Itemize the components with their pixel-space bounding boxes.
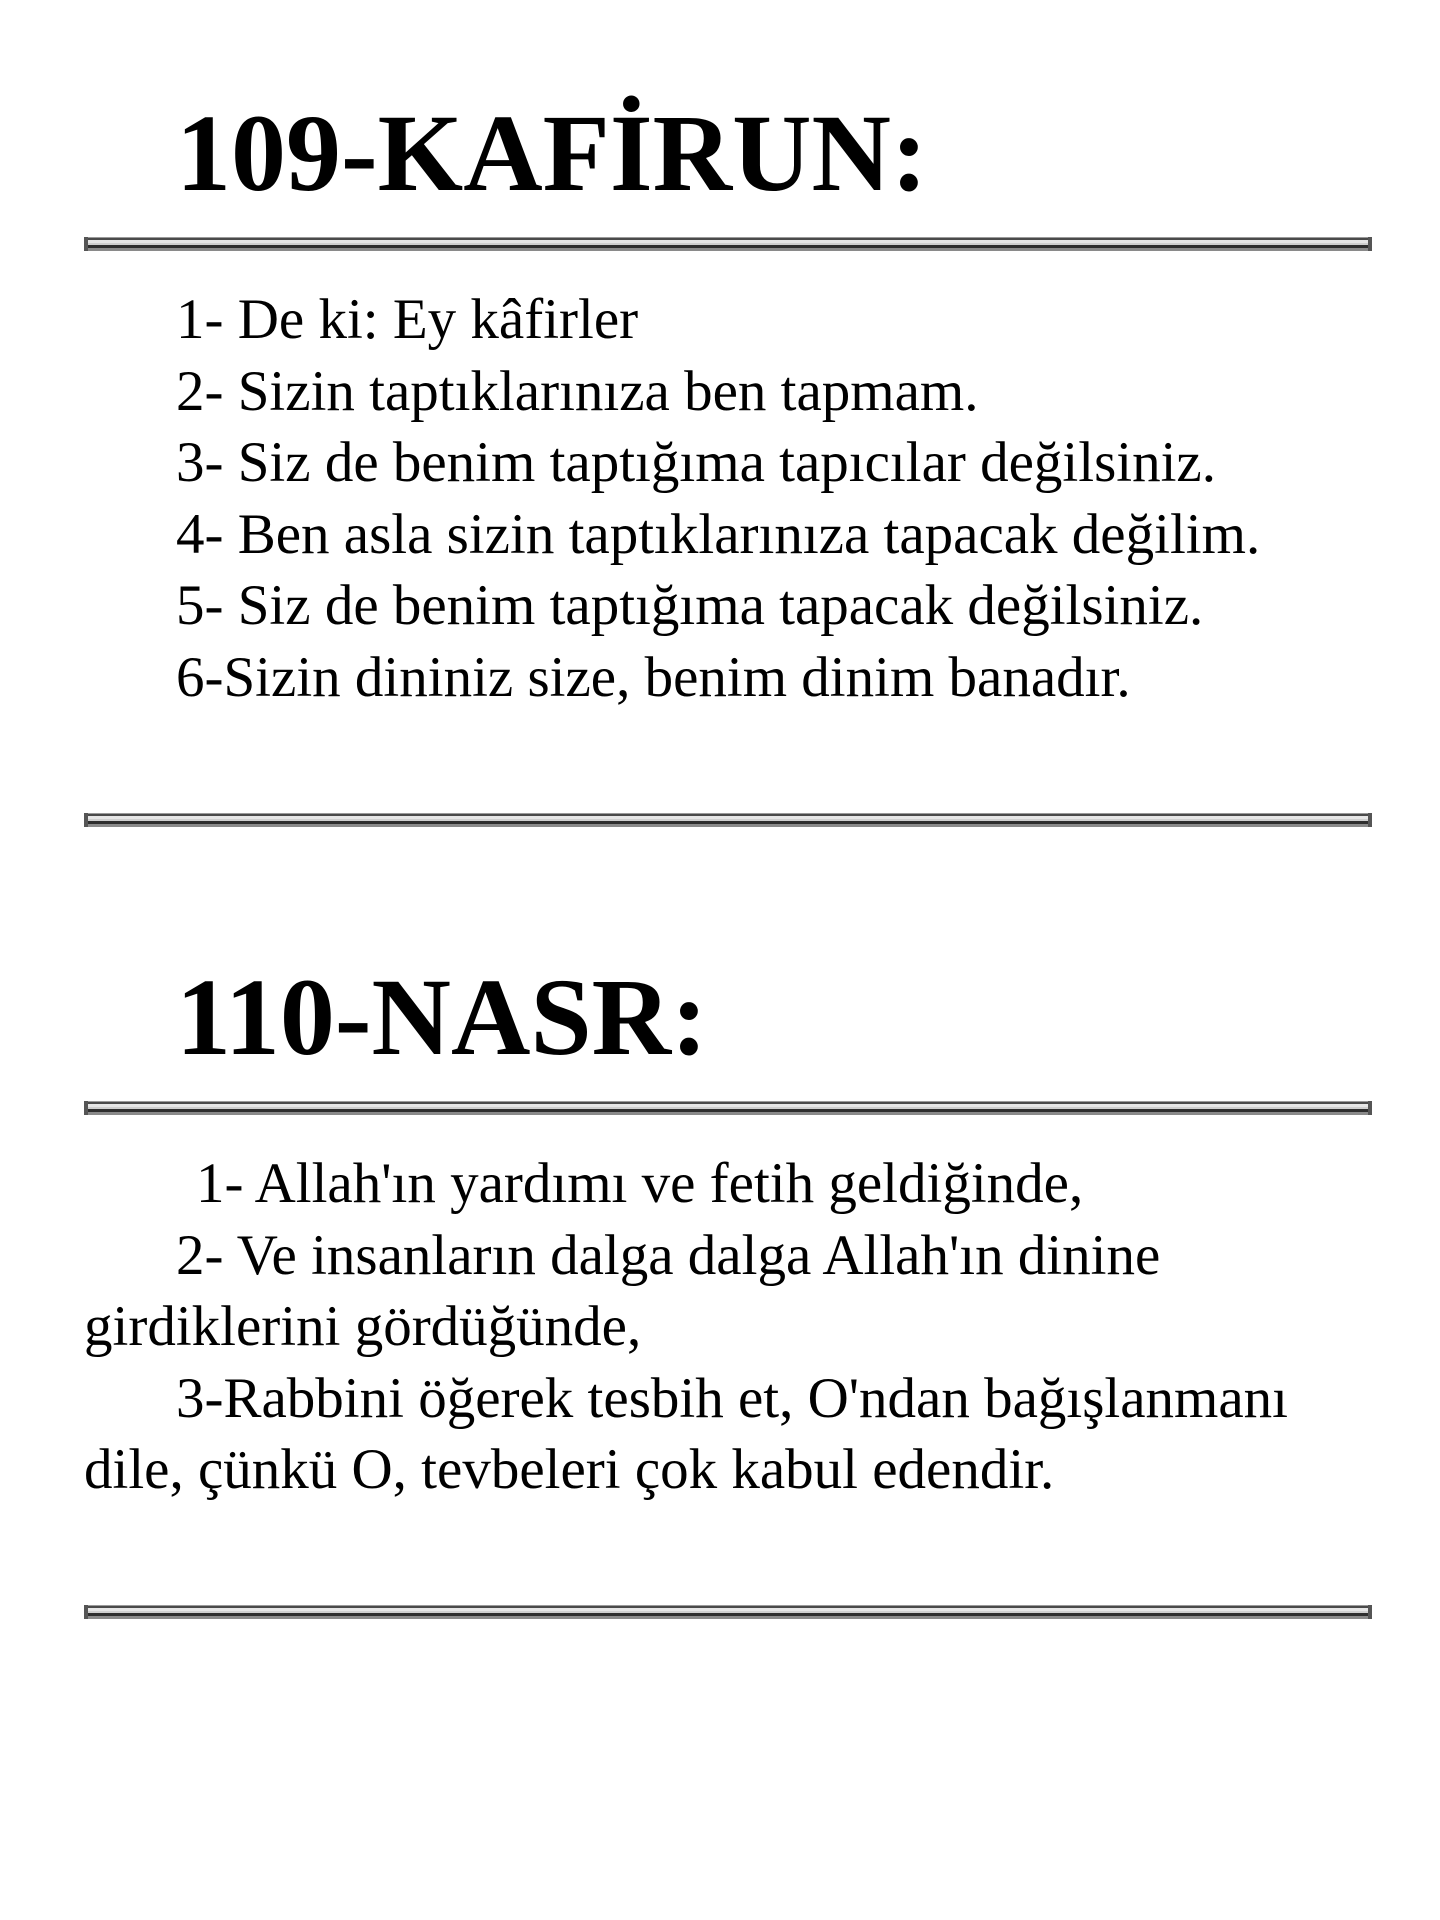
verse-item: 2- Ve insanların dalga dalga Allah'ın dinine girdiklerini gördüğünde, — [84, 1223, 1161, 1358]
verse-item: 2- Sizin taptıklarınıza ben tapmam. — [176, 359, 979, 423]
section-title-kafirun: 109-KAFİRUN: — [176, 92, 928, 214]
verse-item: 6-Sizin dininiz size, benim dinim banadır. — [176, 645, 1131, 709]
section-title-nasr: 110-NASR: — [176, 956, 708, 1078]
section-divider — [84, 1101, 1372, 1115]
section-divider — [84, 237, 1372, 251]
verse-item: 3-Rabbini öğerek tesbih et, O'ndan bağışlanmanı dile, çünkü O, tevbeleri çok kabul edendir. — [84, 1366, 1289, 1501]
verse-item: 3- Siz de benim taptığıma tapıcılar değilsiniz. — [176, 431, 1216, 494]
verse-item: 1- Allah'ın yardımı ve fetih geldiğinde, — [196, 1152, 1084, 1215]
section-divider — [84, 1605, 1372, 1619]
section-divider — [84, 813, 1372, 827]
verse-item: 4- Ben asla sizin taptıklarınıza tapacak değilim. — [176, 502, 1261, 566]
verse-list-kafirun — [84, 284, 1384, 713]
verse-item: 5- Siz de benim taptığıma tapacak değilsiniz. — [176, 574, 1204, 637]
verse-item: 1- De ki: Ey kâfirler — [176, 288, 639, 351]
verse-list-nasr — [84, 1148, 1384, 1506]
